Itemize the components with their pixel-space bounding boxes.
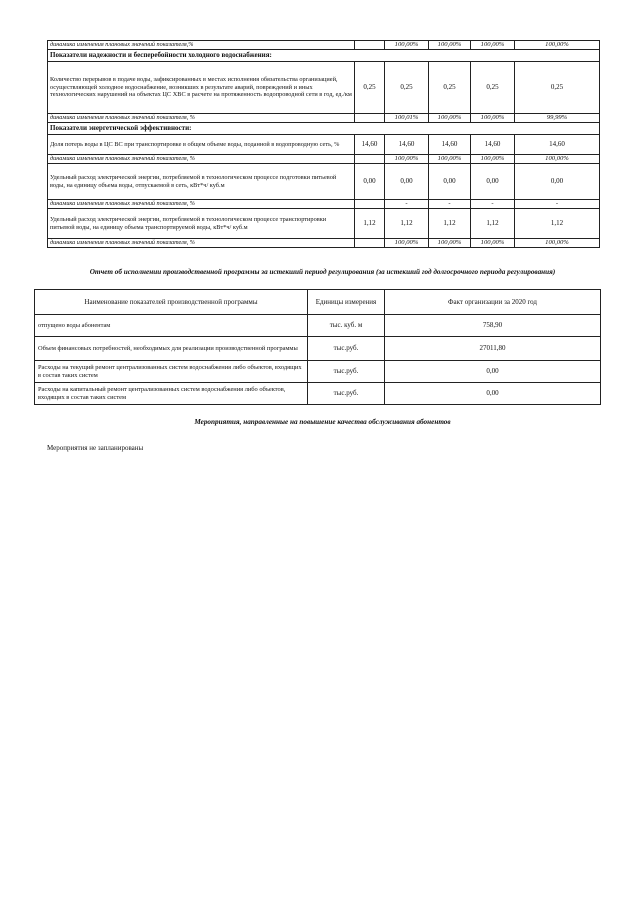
dynamics-value (355, 200, 385, 209)
report-row (35, 337, 601, 361)
dynamics-label: динамика изменения плановых значений показателя, % (48, 155, 355, 164)
dynamics-value (355, 155, 385, 164)
dynamics-row (48, 200, 600, 209)
interruptions-value: 0,25 (355, 62, 385, 114)
measures-note: Мероприятия не запланированы (47, 444, 144, 452)
indicator-row (48, 135, 600, 155)
dynamics-label: динамика изменения плановых значений показателя, % (48, 114, 355, 123)
section-row (48, 123, 600, 135)
energy-prep-value: 0,00 (355, 164, 385, 200)
report-row-name: Расходы на текущий ремонт централизованных систем водоснабжения либо объектов, входящих в состав таких систем (35, 361, 308, 383)
section-energy-title: Показатели энергетической эффективности: (48, 123, 600, 135)
report-row-unit: тыс. куб. м (308, 315, 385, 337)
energy-prep-value: 0,00 (471, 164, 515, 200)
indicator-row (48, 164, 600, 200)
report-table (34, 289, 601, 405)
interruptions-value: 0,25 (429, 62, 471, 114)
energy-transport-value: 1,12 (471, 209, 515, 239)
energy-transport-value: 1,12 (355, 209, 385, 239)
report-header-row (35, 290, 601, 315)
dynamics-value: 100,00% (471, 239, 515, 248)
dynamics-value: 99,99% (515, 114, 600, 123)
dynamics-label: динамика изменения плановых значений показателя,% (48, 41, 355, 50)
indicators-table (47, 40, 600, 248)
dynamics-value: 100,00% (515, 41, 600, 50)
energy-prep-value: 0,00 (385, 164, 429, 200)
energy-transport-value: 1,12 (385, 209, 429, 239)
header-indicator-name: Наименование показателей производственной программы (35, 290, 308, 315)
section-row (48, 50, 600, 62)
dynamics-value: - (471, 200, 515, 209)
dynamics-value: - (385, 200, 429, 209)
header-fact: Факт организации за 2020 год (385, 290, 601, 315)
dynamics-value (355, 114, 385, 123)
losses-value: 14,60 (471, 135, 515, 155)
report-row-fact: 0,00 (385, 361, 601, 383)
dynamics-value: 100,00% (471, 155, 515, 164)
dynamics-value: - (515, 200, 600, 209)
report-row-fact: 758,90 (385, 315, 601, 337)
losses-value: 14,60 (355, 135, 385, 155)
energy-prep-value: 0,00 (515, 164, 600, 200)
dynamics-row (48, 114, 600, 123)
energy-transport-value: 1,12 (429, 209, 471, 239)
dynamics-value: 100,00% (429, 114, 471, 123)
interruptions-label: Количество перерывов в подаче воды, зафиксированных в местах исполнения обязательства организацией, осуществляющей холодное водоснабжение, возникших в результате аварий, повреждений и иных технологических нарушений на объектах ЦС ХВС в расчете на протяженность водопроводной сети в год, ед./км (48, 62, 355, 114)
dynamics-value: 100,00% (385, 239, 429, 248)
dynamics-value: 100,00% (385, 41, 429, 50)
dynamics-value: 100,00% (515, 239, 600, 248)
header-unit: Единицы измерения (308, 290, 385, 315)
dynamics-value (355, 239, 385, 248)
interruptions-value: 0,25 (515, 62, 600, 114)
interruptions-value: 0,25 (471, 62, 515, 114)
indicator-row (48, 62, 600, 114)
dynamics-value: 100,00% (429, 155, 471, 164)
report-title: Отчет об исполнении производственной программы за истекший период регулирования (за истекший год долгосрочного периода регулирования) (89, 268, 556, 276)
losses-value: 14,60 (515, 135, 600, 155)
dynamics-label: динамика изменения плановых значений показателя, % (48, 239, 355, 248)
dynamics-value: 100,00% (471, 114, 515, 123)
interruptions-value: 0,25 (385, 62, 429, 114)
dynamics-row (48, 41, 600, 50)
report-row-fact: 27011,80 (385, 337, 601, 361)
report-row-name: Объем финансовых потребностей, необходимых для реализации производственной программы (35, 337, 308, 361)
report-row (35, 383, 601, 405)
energy-prep-value: 0,00 (429, 164, 471, 200)
indicator-row (48, 209, 600, 239)
dynamics-row (48, 239, 600, 248)
dynamics-value: 100,00% (515, 155, 600, 164)
report-row-unit: тыс.руб. (308, 337, 385, 361)
energy-transport-value: 1,12 (515, 209, 600, 239)
losses-value: 14,60 (385, 135, 429, 155)
dynamics-row (48, 155, 600, 164)
report-row (35, 361, 601, 383)
report-row-unit: тыс.руб. (308, 361, 385, 383)
measures-title: Мероприятия, направленные на повышение качества обслуживания абонентов (194, 418, 451, 426)
report-row-name: Расходы на капитальный ремонт централизованных систем водоснабжения либо объектов, входящих в состав таких систем (35, 383, 308, 405)
section-reliability-title: Показатели надежности и бесперебойности холодного водоснабжения: (48, 50, 600, 62)
report-row-fact: 0,00 (385, 383, 601, 405)
dynamics-label: динамика изменения плановых значений показателя, % (48, 200, 355, 209)
dynamics-value: 100,00% (429, 239, 471, 248)
dynamics-value: - (429, 200, 471, 209)
report-row (35, 315, 601, 337)
dynamics-value: 100,00% (429, 41, 471, 50)
dynamics-value: 100,00% (385, 155, 429, 164)
losses-value: 14,60 (429, 135, 471, 155)
report-row-name: отпущено воды абонентам (35, 315, 308, 337)
energy-transport-label: Удельный расход электрической энергии, потребляемой в технологическом процессе транспортировки питьевой воды, на единицу объема транспортируемой воды, кВт*ч/ куб.м (48, 209, 355, 239)
losses-label: Доля потерь воды в ЦС ВС при транспортировке в общем объеме воды, поданной в водопроводную сеть, % (48, 135, 355, 155)
dynamics-value (355, 41, 385, 50)
energy-prep-label: Удельный расход электрической энергии, потребляемой в технологическом процессе подготовки питьевой воды, на единицу объема воды, отпускаемой в сеть, кВт*ч/ куб.м (48, 164, 355, 200)
dynamics-value: 100,00% (471, 41, 515, 50)
dynamics-value: 100,01% (385, 114, 429, 123)
report-row-unit: тыс.руб. (308, 383, 385, 405)
